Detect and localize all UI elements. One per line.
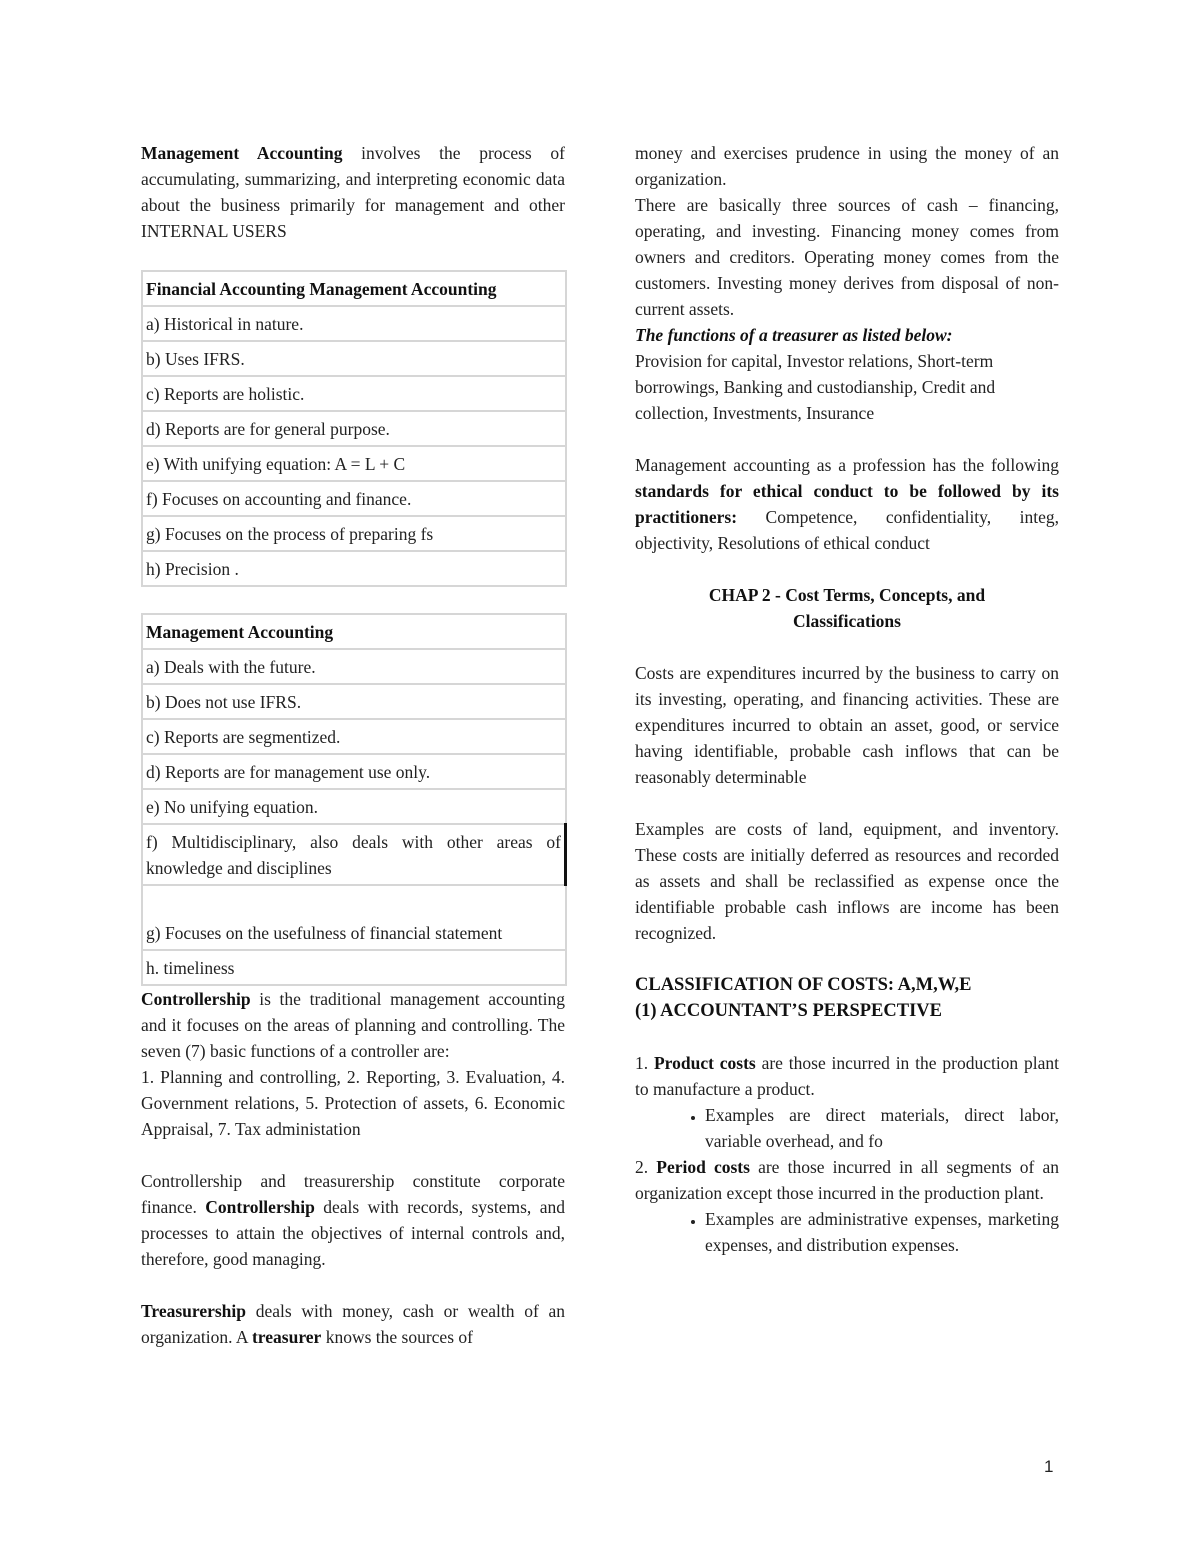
treasurer-functions-heading: The functions of a treasurer as listed below:	[635, 325, 953, 345]
product-costs-term: Product costs	[653, 1053, 756, 1073]
corporate-finance-post: deals with records, systems, and processes to attain the objectives of internal controls and, therefore, good managing.	[141, 1197, 565, 1269]
intro-text: involves the process of accumulating, summarizing, and interpreting economic data about the business primarily for management and other INTERNAL USERS	[141, 143, 565, 241]
table-row	[142, 649, 566, 684]
intro-term: Management Accounting	[141, 143, 343, 163]
table-row	[142, 916, 566, 950]
table-row	[142, 824, 566, 885]
treasurership-mid: deals with money, cash or wealth of an organization. A	[141, 1301, 565, 1347]
ethics-paragraph	[635, 452, 1059, 556]
management-accounting-table	[141, 613, 567, 986]
table-row	[142, 950, 566, 985]
controller-functions: 1. Planning and controlling, 2. Reporting, 3. Evaluation, 4. Government relations, 5. Protection of assets, 6. Economic Appraisal, 7. Tax administation	[141, 1067, 565, 1139]
chapter-title: CHAP 2 - Cost Terms, Concepts, and Classifications	[708, 585, 986, 631]
table-row	[142, 551, 566, 586]
period-costs-term: Period costs	[656, 1157, 750, 1177]
product-costs-bullets	[635, 1102, 1059, 1154]
table-row	[142, 376, 566, 411]
financial-accounting-table	[141, 270, 567, 587]
table-cell: e) No unifying equation.	[142, 789, 566, 824]
page-number: 1	[1044, 1457, 1054, 1476]
table-cell	[142, 885, 566, 916]
table-row	[142, 481, 566, 516]
table-cell: f) Multidisciplinary, also deals with other areas of knowledge and disciplines	[142, 824, 566, 885]
table-row	[142, 885, 566, 916]
controllership-term-2: Controllership	[205, 1197, 315, 1217]
ethics-post: Competence, confidentiality, integ, objectivity, Resolutions of ethical conduct	[635, 507, 1059, 553]
period-costs-num: 2.	[635, 1157, 657, 1177]
period-costs-text: are those incurred in all segments of an organization except those incurred in the production plant.	[635, 1157, 1059, 1203]
table-cell: d) Reports are for management use only.	[142, 754, 566, 789]
table-header-row	[142, 271, 566, 306]
cash-sources-paragraph: There are basically three sources of cash – financing, operating, and investing. Financing money comes from owners and creditors. Operating money comes from the customers. Investing money derives from disposal of non-current assets.	[635, 195, 1059, 319]
costs-examples: Examples are costs of land, equipment, and inventory. These costs are initially deferred as resources and recorded as assets and shall be reclassified as expense once the identifiable probable cash inflows are income has been recognized.	[635, 819, 1059, 943]
perspective-heading: (1) ACCOUNTANT’S PERSPECTIVE	[635, 1001, 942, 1021]
period-costs-bullets	[635, 1206, 1059, 1258]
continuation-text: money and exercises prudence in using the money of an organization.	[635, 143, 1059, 189]
left-column	[141, 140, 565, 1350]
table-cell: b) Does not use IFRS.	[142, 684, 566, 719]
ethics-standards: standards for ethical conduct to be followed by its practitioners:	[635, 481, 1059, 527]
table-header-row	[142, 614, 566, 649]
table-row	[142, 516, 566, 551]
list-item: • Examples are direct materials, direct labor, variable overhead, and fo	[705, 1102, 1059, 1154]
table-cell: g) Focuses on the process of preparing fs	[142, 516, 566, 551]
product-costs-text: are those incurred in the production plant to manufacture a product.	[635, 1053, 1060, 1099]
table-row	[142, 719, 566, 754]
table-cell: b) Uses IFRS.	[142, 341, 566, 376]
intro-paragraph	[141, 140, 565, 244]
table-row	[142, 789, 566, 824]
table-row	[142, 411, 566, 446]
treasurership-term: Treasurership	[141, 1301, 247, 1321]
table-cell: a) Historical in nature.	[142, 306, 566, 341]
table-cell: g) Focuses on the usefulness of financial statement	[142, 916, 566, 950]
table-cell: c) Reports are segmentized.	[142, 719, 566, 754]
treasurer-functions-list: Provision for capital, Investor relations, Short-term borrowings, Banking and custodianship, Credit and collection, Investments, Insurance	[635, 351, 996, 423]
table-cell: h) Precision .	[142, 551, 566, 586]
period-costs-paragraph	[635, 1154, 1059, 1206]
table-header: Financial Accounting Management Accounting	[142, 271, 566, 306]
table-cell: d) Reports are for general purpose.	[142, 411, 566, 446]
table-cell: h. timeliness	[142, 950, 566, 985]
table-row	[142, 341, 566, 376]
treasurer-term: treasurer	[251, 1327, 322, 1347]
product-costs-num: 1.	[635, 1053, 654, 1073]
treasurership-post: knows the sources of	[321, 1327, 473, 1347]
classification-heading: CLASSIFICATION OF COSTS: A,M,W,E	[635, 975, 972, 995]
table-row	[142, 306, 566, 341]
table-row	[142, 684, 566, 719]
treasurership-paragraph	[141, 1298, 565, 1350]
table-cell: a) Deals with the future.	[142, 649, 566, 684]
table-row	[142, 446, 566, 481]
controllership-term: Controllership	[141, 989, 251, 1009]
table-row	[142, 754, 566, 789]
controllership-paragraph	[141, 986, 565, 1064]
ethics-pre: Management accounting as a profession has the following	[635, 455, 1059, 475]
product-costs-paragraph	[635, 1050, 1059, 1102]
corporate-finance-pre: Controllership and treasurership constitute corporate finance.	[141, 1171, 565, 1217]
costs-definition: Costs are expenditures incurred by the business to carry on its investing, operating, and financing activities. These are expenditures incurred to obtain an asset, good, or service having identifiable, probable cash inflows that can be reasonably determinable	[635, 663, 1059, 787]
table-cell: e) With unifying equation: A = L + C	[142, 446, 566, 481]
table-cell: f) Focuses on accounting and finance.	[142, 481, 566, 516]
table-cell: c) Reports are holistic.	[142, 376, 566, 411]
right-column	[635, 140, 1059, 1258]
corporate-finance-paragraph	[141, 1168, 565, 1272]
table-header: Management Accounting	[142, 614, 566, 649]
controllership-text: is the traditional management accounting and it focuses on the areas of planning and controlling. The seven (7) basic functions of a controller are:	[141, 989, 565, 1061]
list-item: • Examples are administrative expenses, marketing expenses, and distribution expenses.	[705, 1206, 1059, 1258]
